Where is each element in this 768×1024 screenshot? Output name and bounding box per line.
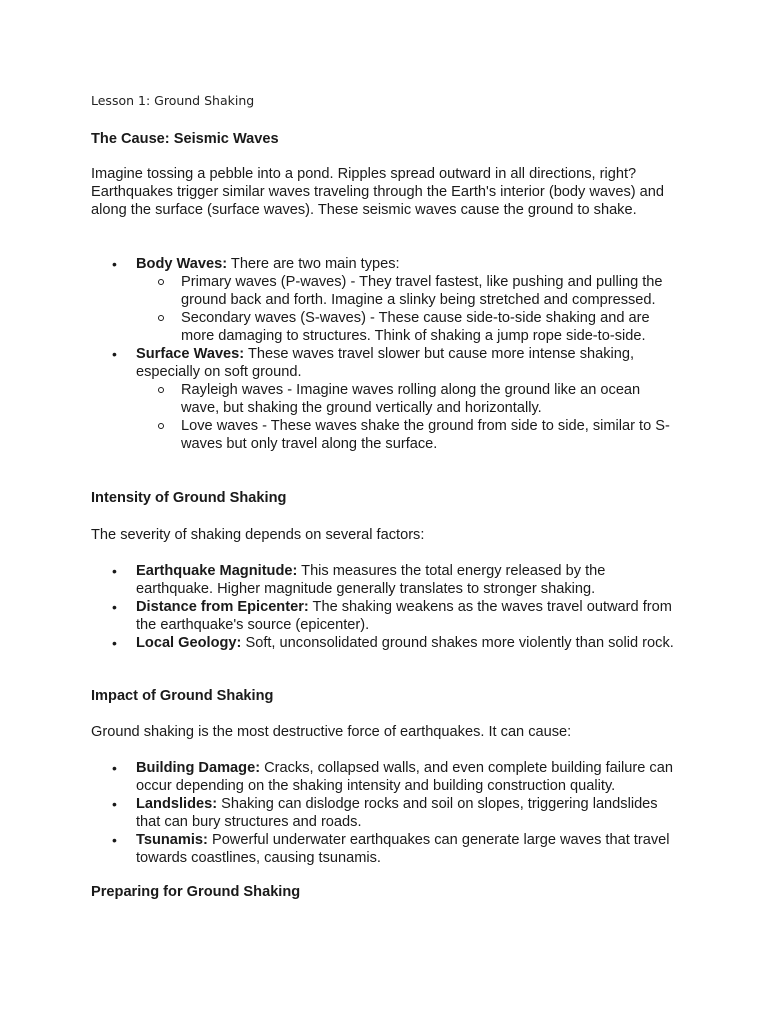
paragraph: Ground shaking is the most destructive force of earthquakes. It can cause: [91,724,572,740]
description: The shaking weakens as the waves travel outward from the earthquake's source (epicenter). [136,599,672,633]
section-intro-impact [91,723,681,741]
term: Landslides: [136,796,218,812]
paragraph: The severity of shaking depends on several factors: [91,527,425,543]
sub-item-love-waves: Love waves - These waves shake the ground from side to side, similar to S-waves but only travel along the surface. [136,417,681,453]
description: Cracks, collapsed walls, and even complete building failure can occur depending on the shaking intensity and building construction quality. [136,760,673,794]
term: Distance from Epicenter: [136,599,309,615]
term: Local Geology: [136,635,242,651]
sub-item-rayleigh-waves: Rayleigh waves - Imagine waves rolling along the ground like an ocean wave, but shaking the ground vertically and horizontally. [136,381,681,417]
list-item-geology [91,634,681,652]
description: There are two main types: [227,256,400,272]
section-heading-intensity [91,489,681,507]
description: Shaking can dislodge rocks and soil on slopes, triggering landslides that can bury structures and roads. [136,796,658,830]
section-intro-intensity [91,526,681,544]
section-intro-seismic-waves [91,165,681,219]
description: These waves travel slower but cause more intense shaking, especially on soft ground. [136,346,635,380]
document-title: Lesson 1: Ground Shaking [91,93,255,108]
term: Body Waves: [136,256,228,272]
list-item-body-waves [91,255,681,345]
list-item-tsunamis [91,831,681,867]
description: Soft, unconsolidated ground shakes more violently than solid rock. [241,635,674,651]
list-item-building-damage [91,759,681,795]
list-item-distance [91,598,681,634]
description: Powerful underwater earthquakes can generate large waves that travel towards coastlines, causing tsunamis. [136,832,670,866]
sub-item-p-waves: Primary waves (P-waves) - They travel fastest, like pushing and pulling the ground back and forth. Imagine a slinky being stretched and compressed. [136,273,681,309]
heading: Intensity of Ground Shaking [91,490,287,506]
section-heading-seismic-waves [91,130,681,148]
section-heading-preparing [91,883,681,901]
list-intensity-factors [91,562,681,652]
list-item-magnitude [91,562,681,598]
paragraph: Imagine tossing a pebble into a pond. Ripples spread outward in all directions, right? Earthquakes trigger similar waves traveling through the Earth's interior (body waves) and along the surface (surface waves). These seismic waves cause the ground to shake. [91,166,665,218]
term: Building Damage: [136,760,261,776]
heading: Preparing for Ground Shaking [91,884,301,900]
section-heading-impact [91,687,681,705]
sub-item-s-waves: Secondary waves (S-waves) - These cause side-to-side shaking and are more damaging to structures. Think of shaking a jump rope side-to-side. [136,309,681,345]
term: Earthquake Magnitude: [136,563,298,579]
heading: The Cause: Seismic Waves [91,131,279,147]
list-seismic-waves [91,255,681,453]
term: Surface Waves: [136,346,245,362]
term: Tsunamis: [136,832,208,848]
heading: Impact of Ground Shaking [91,688,274,704]
list-item-landslides [91,795,681,831]
description: This measures the total energy released by the earthquake. Higher magnitude generally translates to stronger shaking. [136,563,606,597]
list-impacts [91,759,681,867]
list-item-surface-waves [91,345,681,453]
